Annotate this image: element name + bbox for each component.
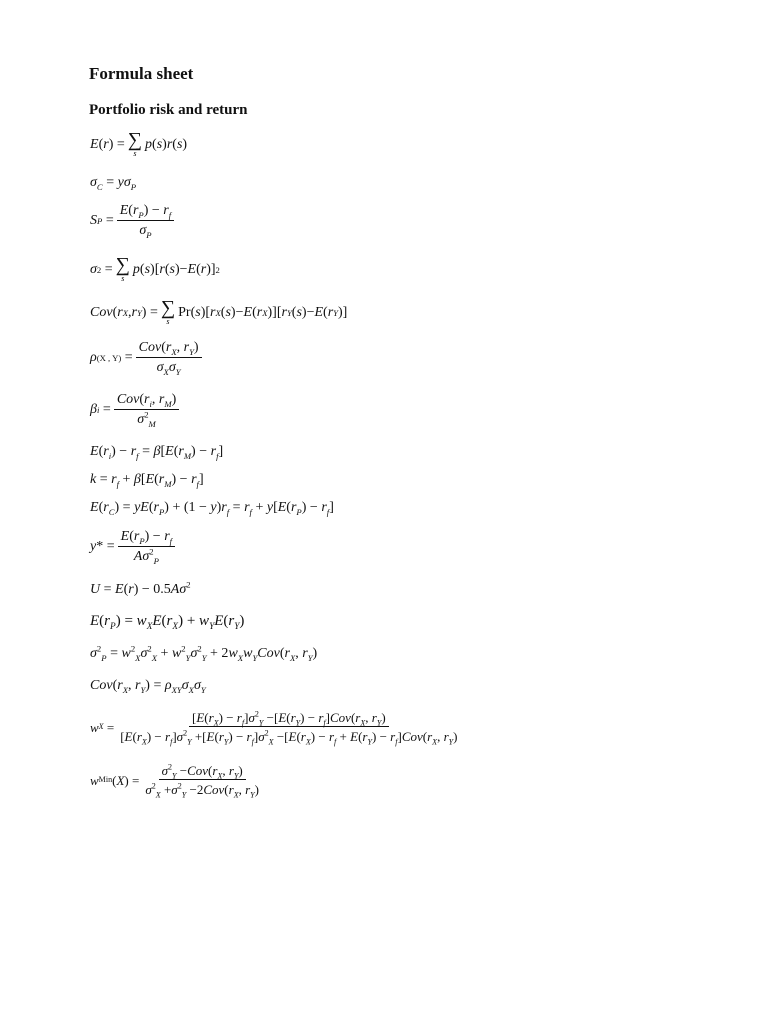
formula-sharpe-ratio: S P = $\frac{E(r_P) - r_f}{\sigma_P}$ — [90, 204, 177, 238]
formula-minimum-variance-weight: w Min ( X ) = $\frac{\sigma^2_Y -Cov(r_X, r_Y)}{\sigma^2_X +\sigma^2_Y -2Cov(r_X, r_Y)}$ — [90, 762, 259, 800]
formula-portfolio-variance: $\sigma^2_P = w^2_X\sigma^2_X + w^2_Y\sigma^2_Y + 2w_Xw_YCov(r_X$, $r_Y$) — [90, 643, 318, 663]
formula-covariance: Cov ( r X , r Y ) = ∑ s Pr( s )[ r X ( s ) − E ( r X )][ r Y ( s ) − E ( r Y )] — [90, 297, 348, 326]
formula-complete-portfolio-sd: $\sigma_C = y\sigma_P$ — [90, 175, 137, 192]
formula-capm: $E(r_i) - r_f = \beta[E(r_M) - r_f]$ — [90, 444, 224, 461]
formula-optimal-allocation: y * = $\frac{E(r_P) - r_f}{A\sigma^2_P}$ — [90, 530, 178, 564]
formula-correlation: ρ (X , Y) = $\frac{Cov(r_X, r_Y)}{\sigma_X\sigma_Y}$ — [90, 341, 205, 375]
formula-beta: β i = $\frac{Cov(r_i, r_M)}{\sigma^2_M}$ — [90, 393, 182, 427]
formula-variance: σ 2 = ∑ s p ( s )[ r ( s ) − E ( r )] 2 — [90, 254, 220, 283]
formula-expected-return: E ( r ) = ∑ s p ( s ) r ( s ) — [90, 129, 188, 158]
formula-complete-portfolio-return: $E(r_C) = yE(r_P) + (1 - y)r_f = r_f + y[E(r_P) - r_f]$ — [90, 500, 334, 517]
formula-covariance-correlation: $Cov(r_X$, $r_Y) = \rho_{XY}\sigma_X\sigma_Y$ — [90, 678, 206, 695]
formula-utility: $U = E(r) - 0.5A\sigma^2$ — [90, 579, 191, 597]
formula-portfolio-return: $E(r_P) = w_XE(r_X) + w_YE(r_Y)$ — [90, 613, 245, 632]
page-title: Formula sheet — [89, 64, 194, 83]
section-heading: Portfolio risk and return — [89, 102, 248, 118]
formula-required-return: $k = r_f + \beta[E(r_M) - r_f]$ — [90, 472, 204, 489]
formula-optimal-risky-weight: w X = $[E(r_X) - r_f]\sigma^2_Y -[E(r_Y) - r_f]Cov(r_X$, $r_Y$) $[E(r_X) - r_f]\sigma^2_Y +[E(r_Y) - r_f]\sigma^2_X -[E(r_X) - r_f + E(r_Y) - r_f]Cov(r_X$, $r_Y$) — [90, 709, 458, 747]
